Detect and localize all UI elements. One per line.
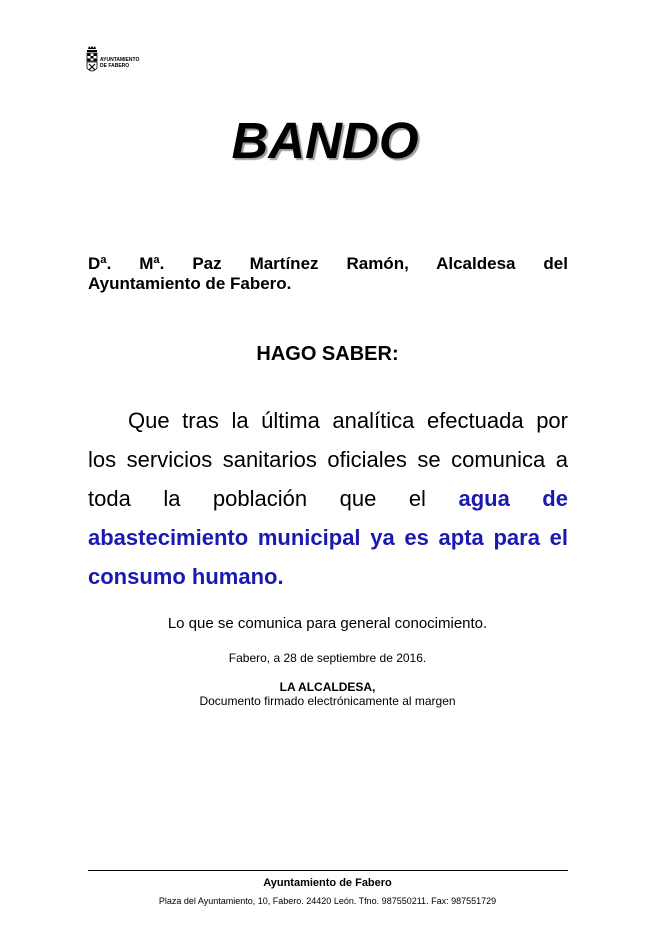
body-line-3 xyxy=(88,479,568,518)
document-date: Fabero, a 28 de septiembre de 2016. xyxy=(228,651,427,665)
author-block xyxy=(88,254,568,294)
document-title: BANDO xyxy=(231,112,419,169)
logo-line-2: DE FABERO xyxy=(100,63,130,69)
signature-note: Documento firmado electrónicamente al margen xyxy=(199,694,456,708)
signature-block xyxy=(0,680,655,708)
footer-name: Ayuntamiento de Fabero xyxy=(263,877,392,889)
body-line-1: Que tras la última analítica efectuada por xyxy=(128,408,568,433)
body-line-4-highlight: abastecimiento municipal ya es apta para el xyxy=(88,525,568,550)
closing-statement: Lo que se comunica para general conocimiento. xyxy=(167,615,488,632)
municipal-logo xyxy=(84,40,154,94)
logo-line-1: AYUNTAMIENTO xyxy=(100,57,140,63)
logo-text xyxy=(100,57,139,69)
body-line-3-plain: toda la población que el xyxy=(88,486,426,511)
coat-of-arms-icon xyxy=(86,46,98,80)
footer-address: Plaza del Ayuntamiento, 10, Fabero. 24420 León. Tfno. 987550211. Fax: 987551729 xyxy=(158,896,497,906)
author-line-2: Ayuntamiento de Fabero. xyxy=(88,274,292,293)
announcement-body xyxy=(88,401,568,596)
body-line-3-highlight: agua de xyxy=(458,486,568,511)
announcement-heading: HAGO SABER: xyxy=(256,343,399,365)
signature-role: LA ALCALDESA, xyxy=(279,680,376,694)
body-line-2: los servicios sanitarios oficiales se comunica a xyxy=(88,447,568,472)
footer-divider xyxy=(88,870,568,871)
author-line-1: Dª. Mª. Paz Martínez Ramón, Alcaldesa del xyxy=(88,254,568,273)
body-line-5-highlight: consumo humano. xyxy=(88,564,284,589)
